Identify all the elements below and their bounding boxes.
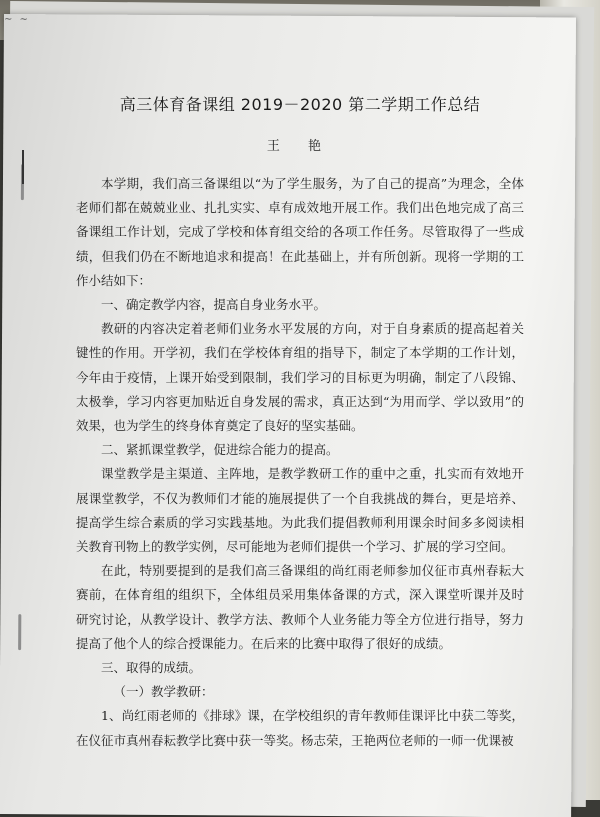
staple-bottom (18, 614, 21, 650)
paragraph-section-2a: 课堂教学是主渠道、主阵地，是教学教研工作的重中之重，扎实而有效地开展课堂教学，不仅为教师们才能的施展提供了一个自我挑战的舞台，更是培养、提高学生综合素质的学习实践基地。为此我们提倡教师利用课余时间多多阅读相关教育刊物上的教学实例，尽可能地为老师们提供一个学习、扩展的学习空间。 (76, 466, 524, 555)
document-author: 王 艳 (266, 139, 334, 154)
top-edge-text: ~ ~ (3, 14, 30, 26)
margin-mark (22, 150, 24, 184)
paragraph-achievement-1: 1、尚红雨老师的《排球》课，在学校组织的青年教师佳课评比中获二等奖，在仪征市真州春耘教学比赛中获一等奖。杨志荣，王艳两位老师的一师一优课被 (76, 708, 524, 748)
paragraph-section-2b: 在此，特别要提到的是我们高三备课组的尚红雨老师参加仪征市真州春耘大赛前，在体育组的组织下，全体组员采用集体备课的方式，深入课堂听课并及时研究讨论，从教学设计、教学方法、教师个人业务能力等全方位进行指导，努力提高了他个人的综合授课能力。在后来的比赛中取得了很好的成绩。 (76, 563, 524, 651)
document-title: 高三体育备课组 2019－2020 第二学期工作总结 (119, 95, 481, 114)
section-heading-2: 二、紧抓课堂教学，促进综合能力的提高。 (101, 442, 339, 458)
paragraph-section-1: 教研的内容决定着老师们业务水平发展的方向，对于自身素质的提高起着关键性的作用。开学初，我们在学校体育组的指导下，制定了本学期的工作计划，今年由于疫情，上课开始受到限制，我们学习的目标更为明确，制定了八段锦、太极拳，学习内容更加贴近自身发展的需求，真正达到“为用而学、学以致用”的效果，也为学生的终身体育奠定了良好的坚实基础。 (76, 321, 524, 434)
section-heading-3: 三、取得的成绩。 (101, 660, 202, 676)
section-heading-1: 一、确定教学内容，提高自身业务水平。 (101, 297, 327, 313)
document-body (76, 172, 524, 753)
paragraph-intro: 本学期，我们高三备课组以“为了学生服务，为了自己的提高”为理念，全体老师们都在兢兢业业、扎扎实实、卓有成效地开展工作。我们出色地完成了高三备课组工作计划，完成了学校和体育组交给的各项工作任务。尽管取得了一些成绩，但我们仍在不断地追求和提高！在此基础上，并有所创新。现将一学期的工作小结如下： (76, 176, 524, 288)
subsection-heading-teaching: （一）教学教研： (113, 684, 214, 700)
